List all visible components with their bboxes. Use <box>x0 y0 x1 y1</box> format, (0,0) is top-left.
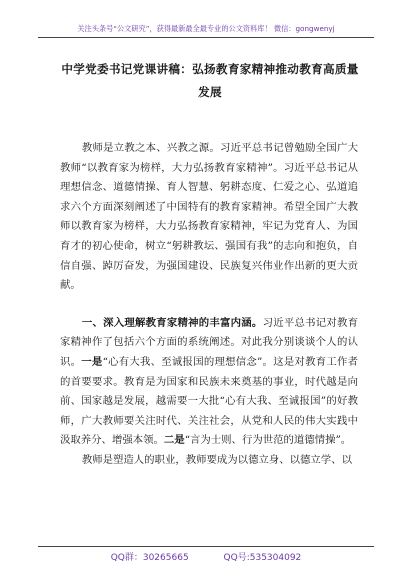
qq-group-text: QQ群：30265665 <box>110 553 189 563</box>
paragraph-continued: 教师是塑造人的职业，教师要成为以德立身、以德立学、以 <box>81 453 352 466</box>
header-banner: 关注头条号“公文研究”，获得最新最全最专业的公文资料库！ 微信：gongwenyj <box>38 24 374 38</box>
section-text-e: “言为士则、行为世范的道德情操”。 <box>184 434 352 447</box>
paragraph-section-1 <box>60 314 358 451</box>
footer-banner <box>38 546 374 563</box>
section-text-c: “心有大我、至诚报国的理想信念”。这是对教育工作者的首要要求。教育是为国家和民族未来奠基的事业，时代越是向前、国家越是发展，越需要一大批“心有大我、至诚报国”的好教师，广大教师要关注时代、关注社会，从党和人民的伟大实践中汲取养分、增强本领。 <box>60 355 359 447</box>
point-label-2: 二是 <box>163 434 185 447</box>
paragraph-intro: 教师是立教之本、兴教之源。习近平总书记曾勉励全国广大教师“以教育家为榜样，大力弘扬教育家精神”。习近平总书记从理想信念、道德情操、育人智慧、躬耕态度、仁爱之心、弘道追求六个方面深刻阐述了中国特有的教育家精神。希望全国广大教师以教育家为榜样，大力弘扬教育家精神，牢记为党育人、为国育才的初心使命，树立“躬耕教坛、强国有我”的志向和抱负，自信自强、踔厉奋发，为强国建设、民族复兴伟业作出新的更大贡献。 <box>60 142 358 292</box>
title-line-1: 中学党委书记党课讲稿：弘扬教育家精神推动教育高质量 <box>61 62 359 76</box>
document-body <box>60 139 358 471</box>
title-line-2: 发展 <box>198 85 222 99</box>
qq-number-text: QQ号:535304092 <box>223 553 302 563</box>
section-heading: 一、深入理解教育家精神的丰富内涵。 <box>81 316 263 329</box>
document-title <box>60 58 360 104</box>
point-label-1: 一是 <box>81 355 103 368</box>
section-text-a: 习近平总书记对教育家精神作了包括六个方面的系统阐述。对此我分别谈谈个人的认识。 <box>60 316 359 368</box>
